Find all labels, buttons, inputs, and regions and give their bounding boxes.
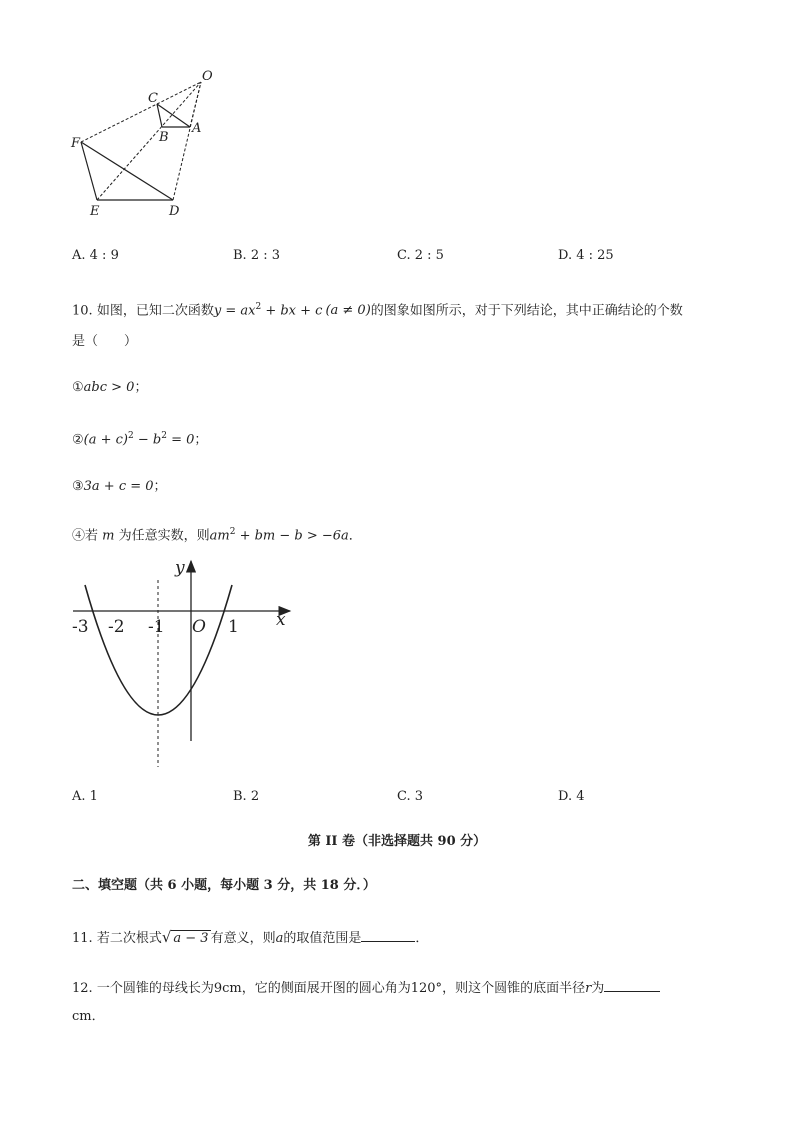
tick-label-1: 1 bbox=[228, 617, 239, 637]
segment-ca bbox=[157, 104, 190, 127]
label-f: F bbox=[71, 136, 81, 151]
q12-answer-blank[interactable] bbox=[604, 977, 660, 992]
q12-number: 12. bbox=[72, 981, 97, 996]
q10-statement-3 bbox=[72, 478, 167, 496]
q9-option-d: D. 4 : 25 bbox=[558, 248, 614, 263]
q12-text2: ，它的侧面展开图的圆心角为 bbox=[241, 981, 411, 996]
q11-var: a bbox=[275, 931, 284, 946]
dashed-line-fc bbox=[81, 104, 157, 142]
q10-text-end: 的图象如图所示，对于下列结论，其中正确结论的个数 bbox=[370, 303, 683, 319]
statement-4-end: ． bbox=[348, 528, 362, 544]
q11-number: 11. bbox=[72, 931, 97, 946]
tick-label-minus-1: -1 bbox=[148, 617, 165, 637]
q9-option-c: C. 2 : 5 bbox=[397, 248, 444, 263]
q11-text3: 的取值范围是 bbox=[283, 931, 362, 946]
label-a: A bbox=[192, 121, 202, 136]
q10-option-d: D. 4 bbox=[558, 789, 585, 804]
q12-angle: 120° bbox=[410, 981, 443, 996]
q10-number: 10. bbox=[72, 303, 97, 319]
statement-4-text1: 若 bbox=[85, 528, 103, 544]
section2-title: 二、填空题（共 6 小题，每小题 3 分，共 18 分．） bbox=[72, 878, 376, 893]
q11-end: ． bbox=[415, 931, 429, 946]
q12-len: 9cm bbox=[213, 981, 242, 996]
q12-text4: 为 bbox=[591, 981, 605, 996]
q10-statement-4 bbox=[72, 523, 362, 545]
dashed-line-co bbox=[157, 82, 201, 104]
statement-1-expr: abc > 0 bbox=[83, 380, 135, 395]
statement-2-expr3: = 0 bbox=[166, 432, 195, 448]
statement-3-expr: 3a + c = 0 bbox=[83, 479, 154, 494]
statement-2-exp2: 2 bbox=[161, 431, 167, 441]
statement-2-end: ； bbox=[194, 432, 208, 448]
q12-line1 bbox=[72, 977, 660, 998]
sqrt-symbol: √ bbox=[161, 928, 172, 946]
q12-text1: 一个圆锥的母线长为 bbox=[96, 981, 214, 996]
statement-4-m: m bbox=[102, 528, 115, 544]
q11-answer-blank[interactable] bbox=[361, 927, 415, 942]
q10-option-c: C. 3 bbox=[397, 789, 424, 804]
statement-3-mark: ③ bbox=[72, 479, 84, 494]
part2-title: 第 II 卷（非选择题共 90 分） bbox=[307, 834, 487, 849]
q11-text2: 有意义，则 bbox=[210, 931, 276, 946]
tick-label-minus-3: -3 bbox=[72, 617, 89, 637]
label-c: C bbox=[148, 91, 158, 106]
q10-formula-cond: (a ≠ 0) bbox=[325, 303, 371, 319]
statement-4-text2: 为任意实数，则 bbox=[114, 528, 210, 544]
statement-4-expr2: + bm − b > −6a bbox=[235, 528, 349, 544]
origin-label: O bbox=[192, 617, 206, 637]
label-o: O bbox=[202, 69, 213, 84]
y-label: y bbox=[175, 558, 185, 578]
q9-option-a: A. 4 : 9 bbox=[72, 248, 119, 263]
q9-option-b: B. 2 : 3 bbox=[233, 248, 281, 263]
statement-2-mark: ② bbox=[72, 432, 84, 448]
statement-3-end: ； bbox=[153, 479, 167, 494]
statement-2-expr1: (a + c) bbox=[83, 432, 128, 448]
q10-option-b: B. 2 bbox=[233, 789, 260, 804]
statement-2-expr2: − b bbox=[133, 432, 162, 448]
q11-radicand: a − 3 bbox=[173, 931, 209, 946]
q12-var: r bbox=[585, 981, 592, 996]
q10-formula-y: y bbox=[213, 303, 222, 319]
q10-formula-eq: = bbox=[221, 303, 241, 319]
q10-statement-2 bbox=[72, 427, 207, 449]
label-d: D bbox=[169, 204, 180, 219]
q12-line2: cm． bbox=[72, 1009, 105, 1024]
q10-line2: 是（ ） bbox=[72, 334, 138, 349]
x-label: x bbox=[276, 610, 286, 630]
q10-line1 bbox=[72, 298, 683, 320]
geometry-figure bbox=[60, 60, 230, 225]
q10-text-start: 如图，已知二次函数 bbox=[96, 303, 214, 319]
q10-formula-sq: 2 bbox=[255, 302, 262, 312]
q11-line bbox=[72, 927, 428, 948]
dashed-line-do bbox=[173, 82, 201, 200]
statement-4-expr1: am bbox=[209, 528, 230, 544]
label-b: B bbox=[159, 130, 169, 145]
q12-text3: ，则这个圆锥的底面半径 bbox=[442, 981, 586, 996]
q10-formula-a: ax bbox=[240, 303, 256, 319]
q10-option-a: A. 1 bbox=[72, 789, 98, 804]
statement-4-mark: ④ bbox=[72, 528, 86, 544]
statement-4-exp: 2 bbox=[229, 527, 236, 537]
q10-statement-1 bbox=[72, 379, 147, 397]
tick-label-minus-2: -2 bbox=[108, 617, 125, 637]
q10-formula-rest: + bx + c bbox=[261, 303, 323, 319]
statement-2-exp1: 2 bbox=[128, 431, 134, 441]
statement-1-end: ； bbox=[134, 380, 148, 395]
label-e: E bbox=[90, 204, 100, 219]
statement-1-mark: ① bbox=[72, 380, 84, 395]
q11-text1: 若二次根式 bbox=[96, 931, 162, 946]
parabola-graph bbox=[65, 555, 300, 770]
